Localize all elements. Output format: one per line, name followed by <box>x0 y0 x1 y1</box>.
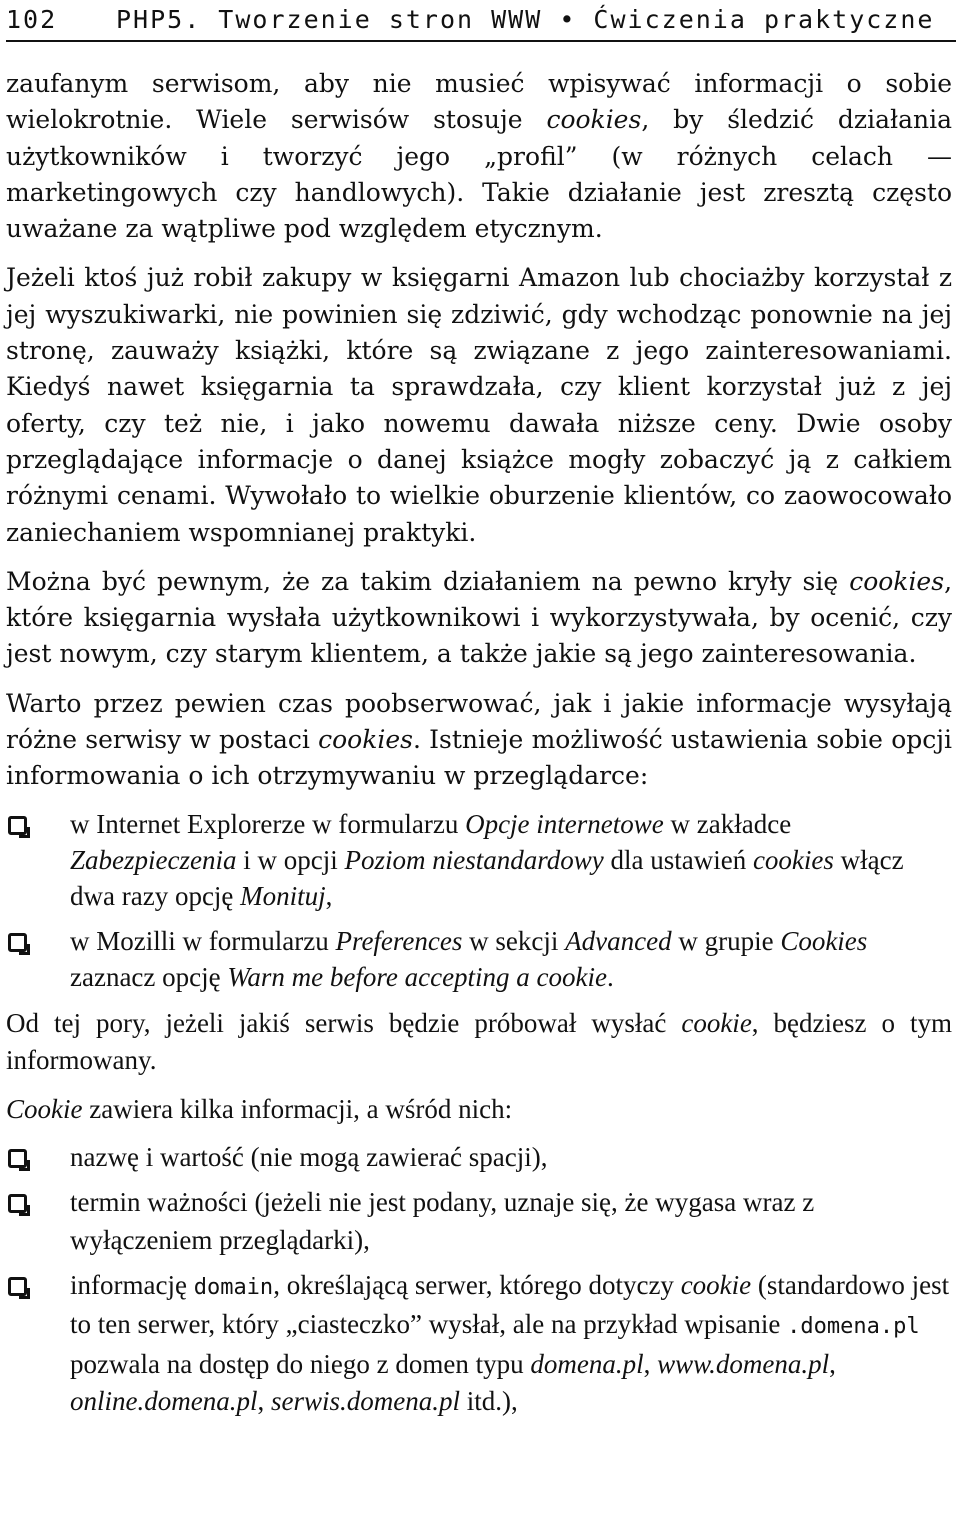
checkbox-bullet-icon <box>8 1194 27 1213</box>
checkbox-bullet-icon <box>8 1149 27 1168</box>
running-header <box>6 4 956 42</box>
running-title: PHP5. Tworzenie stron WWW • Ćwiczenia praktyczne <box>116 5 935 34</box>
checkbox-bullet-icon <box>8 933 27 952</box>
paragraph: Od tej pory, jeżeli jakiś serwis będzie próbował wysłać cookie, będziesz o tym informowany. <box>6 1008 952 1076</box>
paragraph: zaufanym serwisom, aby nie musieć wpisywać informacji o sobie wielokrotnie. Wiele serwisów stosuje cookies, by śledzić działania użytkowników i tworzyć jego „profil” (w różnych celach — marketingowych czy handlowych). Takie działanie jest zresztą często uważane za wątpliwe pod względem etycznym. <box>6 69 953 244</box>
paragraph: Można być pewnym, że za takim działaniem na pewno kryły się cookies, które księgarnia wysłała użytkownikowi i wykorzystywała, by ocenić, czy jest nowym, czy starym klientem, a także jakie są jego zainteresowania. <box>6 566 953 669</box>
list-item: termin ważności (jeżeli nie jest podany, uznaje się, że wygasa wraz z wyłączeniem przeglądarki), <box>6 1184 952 1259</box>
paragraph: Jeżeli ktoś już robił zakupy w księgarni Amazon lub chociażby korzystał z jej wyszukiwarki, nie powinien się zdziwić, gdy wchodząc ponownie na jej stronę, zauważy książki, które są związane z jego zainteresowaniami. Kiedyś nawet księgarnia ta sprawdzała, czy klient korzystał już z jej oferty, czy też nie, i jako nowemu dawała niższe ceny. Dwie osoby przeglądające informacje o danej książce mogły zobaczyć ją z całkiem różnymi cenami. Wywołało to wielkie oburzenie klientów, co zaowocowało zaniechaniem wspomnianej praktyki. <box>6 263 952 547</box>
list-item: w Mozilli w formularzu Preferences w sekcji Advanced w grupie Cookies zaznacz opcję Warn me before accepting a cookie. <box>6 923 952 996</box>
page-number: 102 <box>6 5 58 34</box>
checkbox-bullet-icon <box>8 816 27 835</box>
page-body <box>6 66 952 1430</box>
list-item: nazwę i wartość (nie mogą zawierać spacji), <box>6 1139 952 1176</box>
list-item: informację domain, określającą serwer, którego dotyczy cookie (standardowo jest to ten serwer, który „ciasteczko” wysłał, ale na przykład wpisanie .domena.pl pozwala na dostęp do niego z domen typu domena.pl, www.domena.pl, online.domena.pl, serwis.domena.pl itd.), <box>6 1267 952 1420</box>
bullet-list-browsers <box>6 806 952 995</box>
paragraph: Cookie zawiera kilka informacji, a wśród nich: <box>6 1093 513 1124</box>
bullet-list-cookie-info <box>6 1139 952 1420</box>
paragraph: Warto przez pewien czas poobserwować, jak i jakie informacje wysyłają różne serwisy w postaci cookies. Istnieje możliwość ustawienia sobie opcji informowania o ich otrzymywaniu w przeglądarce: <box>6 688 952 791</box>
list-item: w Internet Explorerze w formularzu Opcje internetowe w zakładce Zabezpieczenia i w opcji Poziom niestandardowy dla ustawień cookies włącz dwa razy opcję Monituj, <box>6 806 952 915</box>
checkbox-bullet-icon <box>8 1277 27 1296</box>
